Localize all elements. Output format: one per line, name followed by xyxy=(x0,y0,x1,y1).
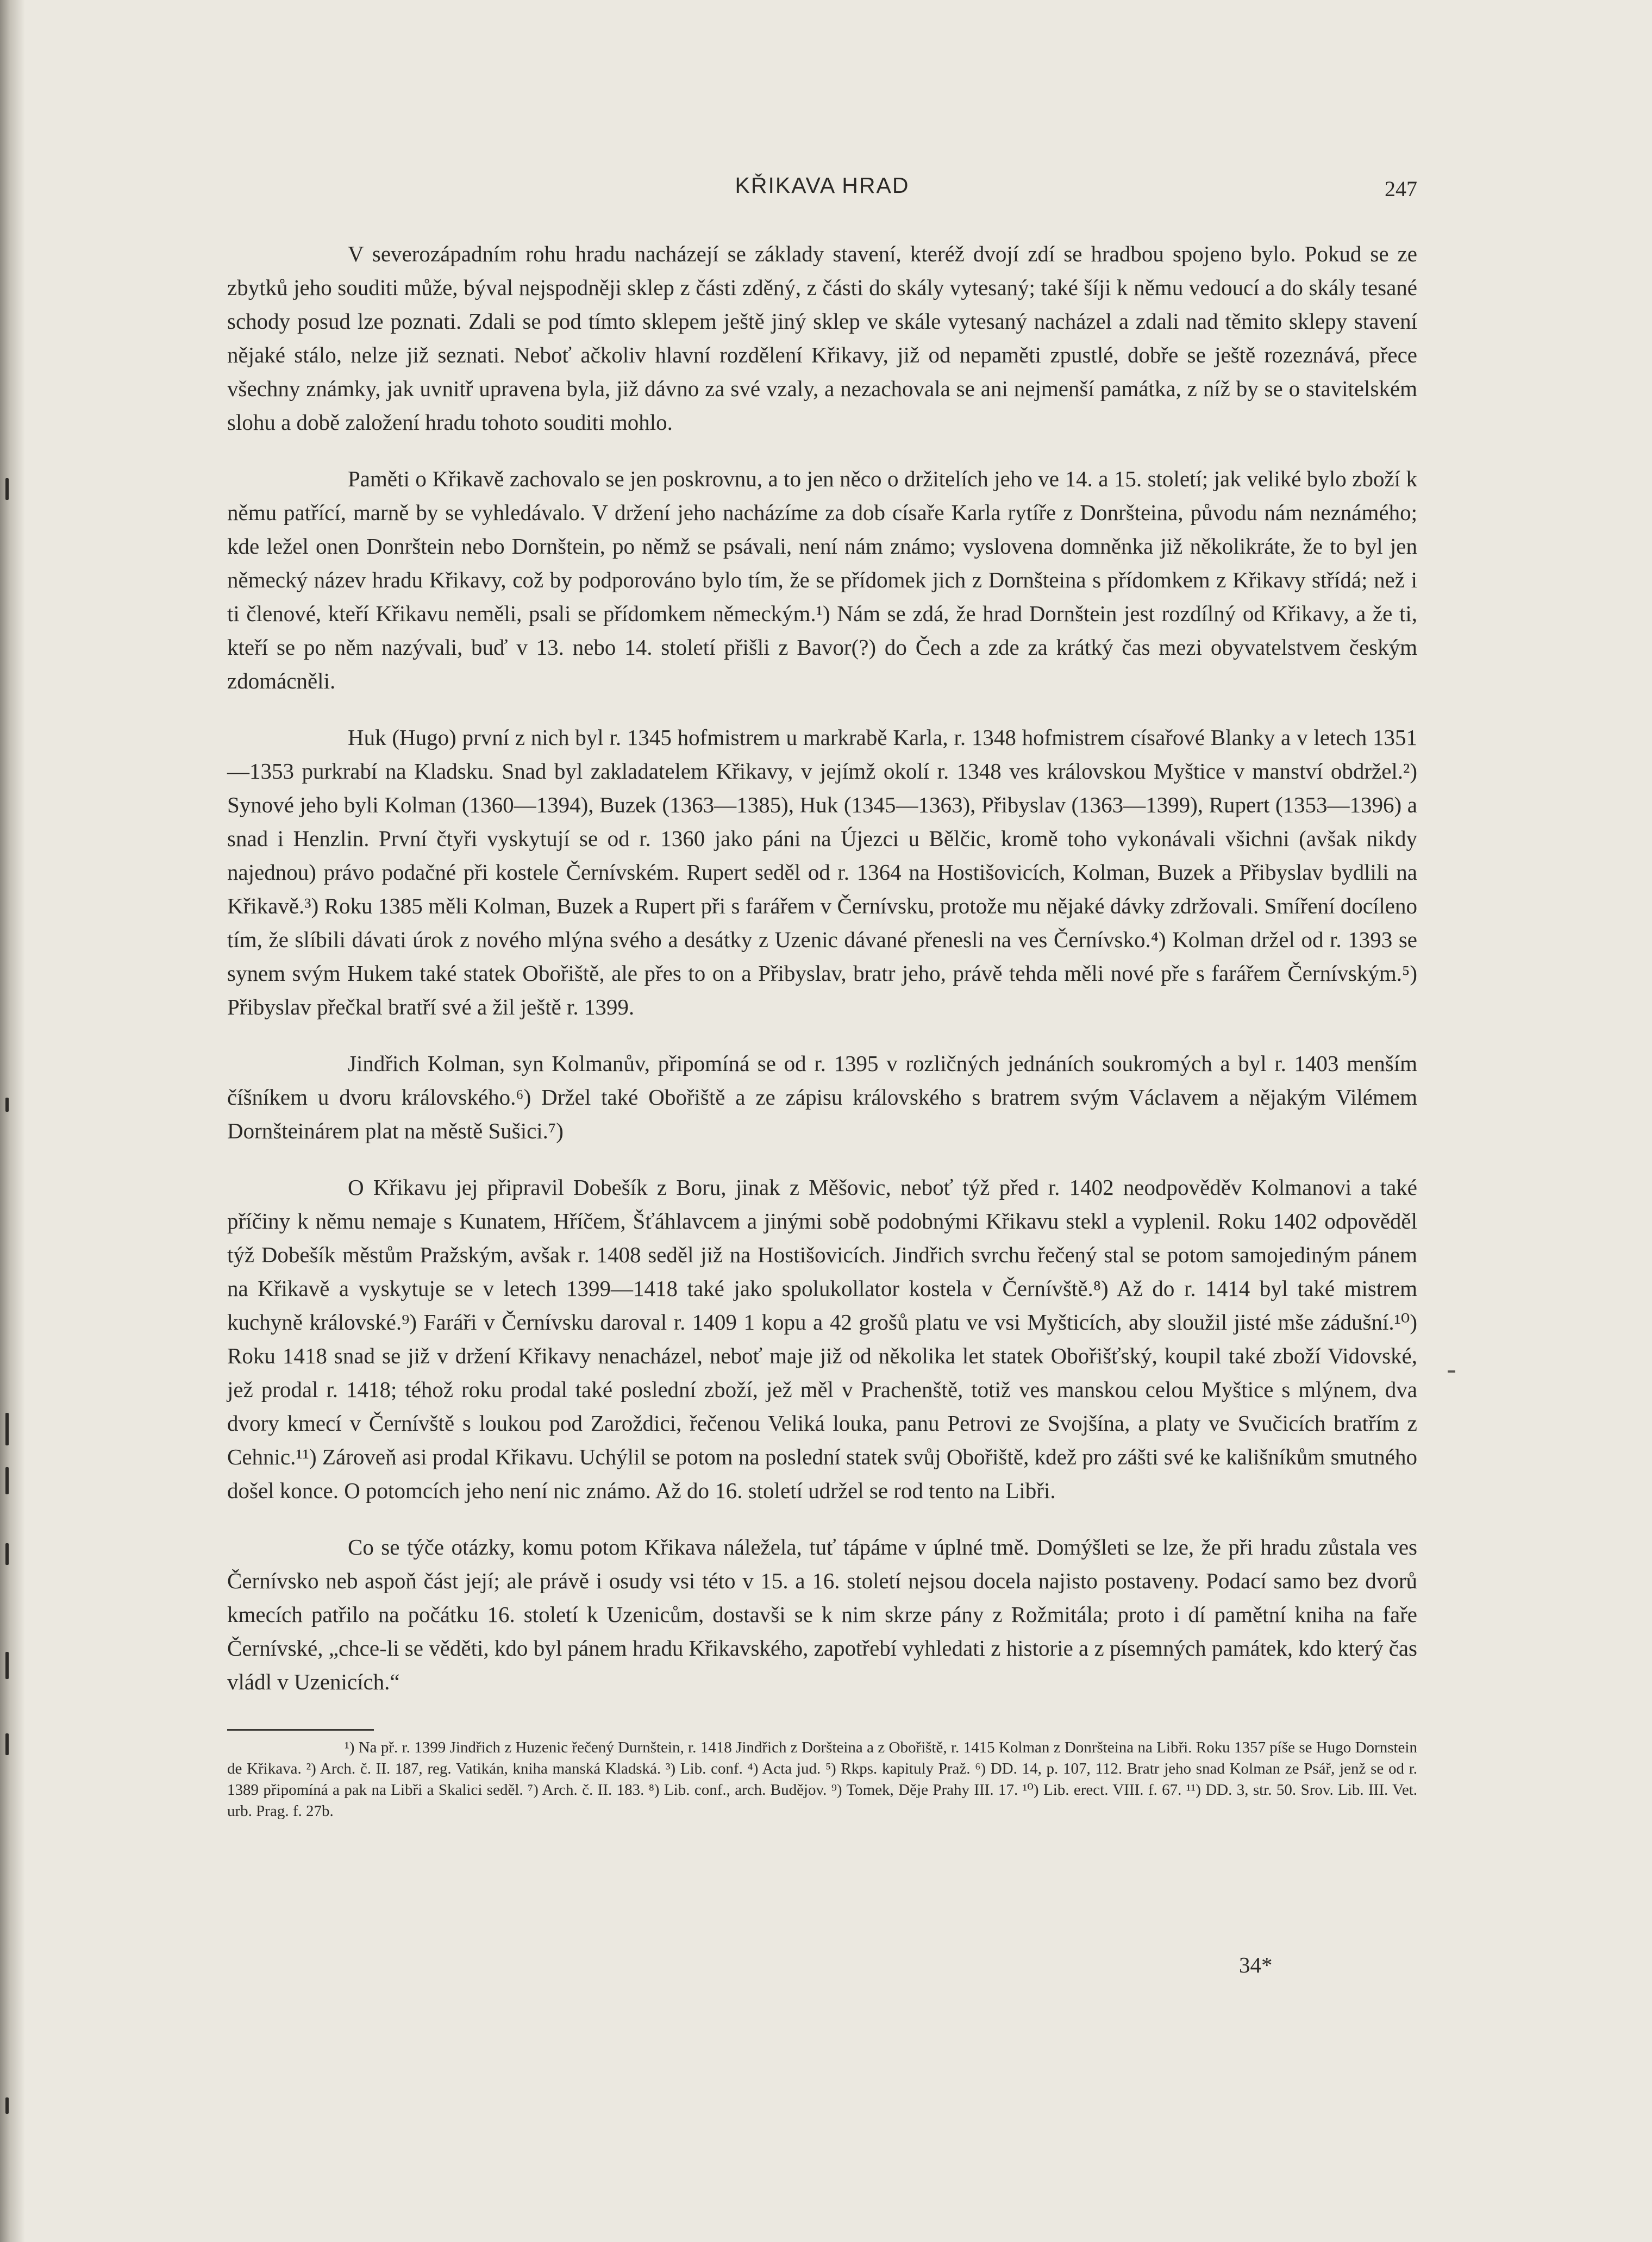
margin-marks-right xyxy=(1448,0,1459,2242)
paragraph: Paměti o Křikavě zachovalo se jen poskrovnu, a to jen něco o držitelích jeho ve 14. a 15. století; jak veliké bylo zboží k němu patřící, marně by se vyhledávalo. V držení jeho nacházíme za dob císaře Karla rytíře z Donršteina, původu nám neznámého; kde ležel onen Donrštein nebo Dornštein, po němž se psávali, není nám známo; vyslovena domněnka již několikráte, že to byl jen německý název hradu Křikavy, což by podporováno bylo tím, že se přídomek jich z Dornšteina s přídomkem z Křikavy střídá; než i ti členové, kteří Křikavu neměli, psali se přídomkem německým.¹) Nám se zdá, že hrad Dornštein jest rozdílný od Křikavy, a že ti, kteří se po něm nazývali, buď v 13. nebo 14. století přišli z Bavor(?) do Čech a zde za krátký čas mezi obyvatelstvem českým zdomácněli. xyxy=(227,466,1417,693)
paragraph: Co se týče otázky, komu potom Křikava náležela, tuť tápáme v úplné tmě. Domýšleti se lze, že při hradu zůstala ves Černívsko neb aspoň část její; ale právě i osudy vsi této v 15. a 16. století nejsou docela najisto postaveny. Podací samo bez dvorů kmecích patřilo na počátku 16. století k Uzenicům, dostavši se k nim skrze pány z Rožmitála; proto i dí pamětní kniha na faře Černívské, „chce-li se věděti, kdo byl pánem hradu Křikavského, zapotřebí vyhledati z historie a z písemných památek, kdo který čas vládl v Uzenicích.“ xyxy=(227,1535,1417,1694)
footnotes: ¹) Na př. r. 1399 Jindřich z Huzenic řečený Durnštein, r. 1418 Jindřich z Doršteina a z Obořiště, r. 1415 Kolman z Donršteina na Libři. Roku 1357 píše se Hugo Dornstein de Křikava. ²) Arch. č. II. 187, reg. Vatikán, kniha manská Kladská. ³) Lib. conf. ⁴) Acta jud. ⁵) Rkps. kapituly Praž. ⁶) DD. 14, p. 107, 112. Bratr jeho snad Kolman ze Psář, jenž se od r. 1389 připomíná a pak na Libři a Skalici seděl. ⁷) Arch. č. II. 183. ⁸) Lib. conf., arch. Budějov. ⁹) Tomek, Děje Prahy III. 17. ¹⁰) Lib. erect. VIII. f. 67. ¹¹) DD. 3, str. 50. Srov. Lib. III. Vet. urb. Prag. f. 27b. xyxy=(227,1739,1417,1820)
margin-marks-left xyxy=(5,0,14,2242)
paragraph: O Křikavu jej připravil Dobešík z Boru, jinak z Měšovic, neboť týž před r. 1402 neodpověděv Kolmanovi a také příčiny k němu nemaje s Kunatem, Hříčem, Šťáhlavcem a jinými sobě podobnými Křikavu stekl a vyplenil. Roku 1402 odpověděl týž Dobešík městům Pražským, avšak r. 1408 seděl již na Hostišovicích. Jindřich svrchu řečený stal se potom samojediným pánem na Křikavě a vyskytuje se v letech 1399—1418 také jako spolukollator kostela v Černívště.⁸) Až do r. 1414 byl také mistrem kuchyně královské.⁹) Faráři v Černívsku daroval r. 1409 1 kopu a 42 grošů platu ve vsi Myšticích, aby sloužil jisté mše zádušní.¹⁰) Roku 1418 snad se již v držení Křikavy nenacházel, neboť maje již od několika let statek Obořišťský, koupil také zboží Vidovské, jež prodal r. 1418; téhož roku prodal také poslední zboží, jež měl v Prachenště, totiž ves manskou celou Myštice s mlýnem, dva dvory kmecí v Černívště s loukou pod Zaroždici, řečenou Veliká louka, panu Petrovi ze Svojšína, a platy ve Svučicích bratřím z Cehnic.¹¹) Zároveň asi prodal Křikavu. Uchýlil se potom na poslední statek svůj Obořiště, kdež pro zášti své ke kališníkům smutného došel konce. O potomcích jeho není nic známo. Až do 16. století udržel se rod tento na Libři. xyxy=(227,1175,1417,1503)
signature-mark: 34* xyxy=(1239,1952,1273,1977)
paragraph: V severozápadním rohu hradu nacházejí se základy stavení, kteréž dvojí zdí se hradbou spojeno bylo. Pokud se ze zbytků jeho souditi může, býval nejspodněji sklep z části zděný, z části do skály vytesaný; také šíji k němu vedoucí a do skály tesané schody posud lze poznati. Zdali se pod tímto sklepem ještě jiný sklep ve skále vytesaný nacházel a zdali nad těmito sklepy stavení nějaké stálo, nelze již seznati. Neboť ačkoliv hlavní rozdělení Křikavy, již od nepaměti zpustlé, dobře se ještě rozeznává, přece všechny známky, jak uvnitř upravena byla, již dávno za své vzaly, a nezachovala se ani nejmenší památka, z níž by se o stavitelském slohu a době založení hradu tohoto souditi mohlo. xyxy=(227,241,1417,435)
page-header xyxy=(227,173,1417,211)
paragraph: Huk (Hugo) první z nich byl r. 1345 hofmistrem u markrabě Karla, r. 1348 hofmistrem císařové Blanky a v letech 1351—1353 purkrabí na Kladsku. Snad byl zakladatelem Křikavy, v jejímž okolí r. 1348 ves královskou Myštice v manství obdržel.²) Synové jeho byli Kolman (1360—1394), Buzek (1363—1385), Huk (1345—1363), Přibyslav (1363—1399), Rupert (1353—1396) a snad i Henzlin. První čtyři vyskytují se od r. 1360 jako páni na Újezci u Bělčic, kromě toho vykonávali všichni (avšak nikdy najednou) právo podačné při kostele Černívském. Rupert seděl od r. 1364 na Hostišovicích, Kolman, Buzek a Přibyslav bydlili na Křikavě.³) Roku 1385 měli Kolman, Buzek a Rupert při s farářem v Černívsku, protože mu nějaké dávky zdržovali. Smíření docíleno tím, že slíbili dávati úrok z nového mlýna svého a desátky z Uzenic dávané přenesli na ves Černívsko.⁴) Kolman držel od r. 1393 se synem svým Hukem také statek Obořiště, ale přes to on a Přibyslav, bratr jeho, právě tehda měli nové pře s farářem Černívským.⁵) Přibyslav přečkal bratří své a žil ještě r. 1399. xyxy=(227,725,1417,1019)
paragraph: Jindřich Kolman, syn Kolmanův, připomíná se od r. 1395 v rozličných jednáních soukromých a byl r. 1403 menším číšníkem u dvoru královského.⁶) Držel také Obořiště a ze zápisu královského s bratrem svým Václavem a nějakým Vilémem Dornšteinárem plat na městě Sušici.⁷) xyxy=(227,1051,1417,1143)
page-number: 247 xyxy=(1385,177,1417,201)
running-title: KŘIKAVA HRAD xyxy=(735,173,910,198)
footnote-rule xyxy=(227,1729,374,1731)
text-block xyxy=(227,173,1417,1822)
